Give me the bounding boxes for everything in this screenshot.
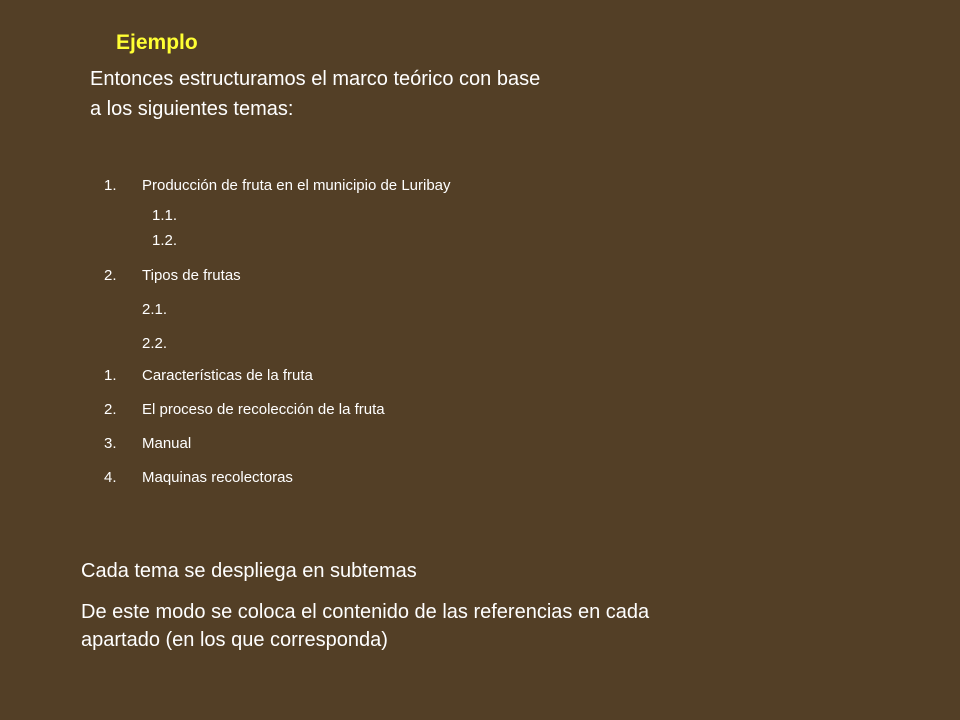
outline-item-2-number: 2. — [104, 267, 117, 284]
footer-line-2a: De este modo se coloca el contenido de las referencias en cada — [81, 601, 650, 623]
outline-item-6-label: Maquinas recolectoras — [142, 469, 293, 486]
outline-item-3-number: 1. — [104, 367, 117, 384]
footer-paragraph — [81, 598, 801, 654]
outline-item-1-label: Producción de fruta en el municipio de Luribay — [142, 177, 451, 194]
intro-line-1: Entonces estructuramos el marco teórico con base — [90, 68, 541, 90]
outline-item-4-label: El proceso de recolección de la fruta — [142, 401, 385, 418]
outline-item-4-number: 2. — [104, 401, 117, 418]
outline-subitem-1-2: 1.2. — [152, 232, 178, 249]
outline-item-3-label: Características de la fruta — [142, 367, 313, 384]
outline-item-6-number: 4. — [104, 469, 117, 486]
outline-subitem-1-1: 1.1. — [152, 207, 178, 224]
outline-item-2-label: Tipos de frutas — [142, 267, 241, 284]
outline-item-1-number: 1. — [104, 177, 117, 194]
slide-title: Ejemplo — [116, 31, 198, 54]
intro-text — [90, 64, 650, 124]
outline-subitem-2-1: 2.1. — [142, 301, 168, 318]
outline-item-5-label: Manual — [142, 435, 192, 452]
intro-line-2: a los siguientes temas: — [90, 98, 294, 120]
outline-item-5-number: 3. — [104, 435, 117, 452]
outline-subitem-2-2: 2.2. — [142, 335, 168, 352]
footer-line-2b: apartado (en los que corresponda) — [81, 629, 388, 651]
footer-line-1: Cada tema se despliega en subtemas — [81, 560, 417, 582]
